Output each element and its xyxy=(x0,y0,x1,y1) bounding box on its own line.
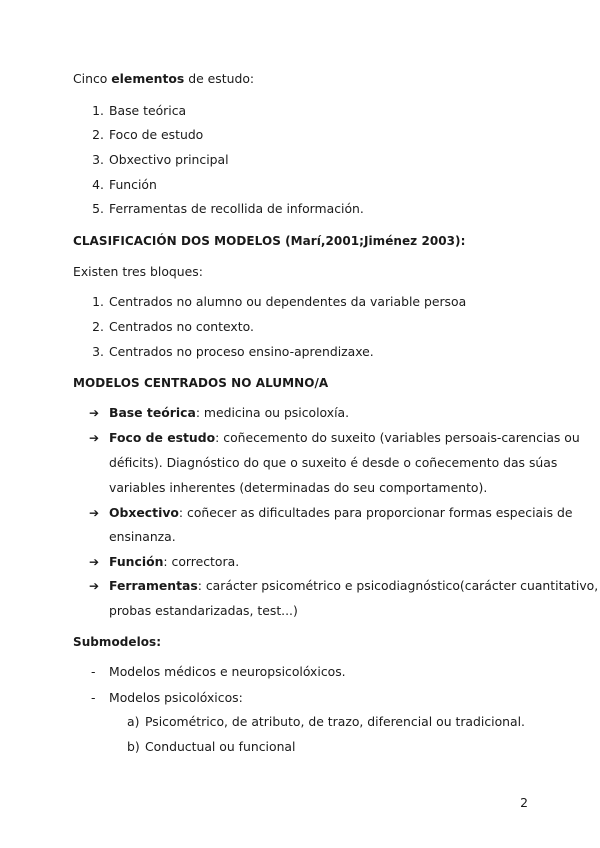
bullet-obxectivo-line: ensinanza. xyxy=(109,529,176,544)
intro-paragraph: Cinco elementos de estudo: xyxy=(73,71,255,86)
list-item: Centrados no proceso ensino-aprendizaxe. xyxy=(109,344,374,359)
dash-bullet: - xyxy=(91,664,96,679)
bullet-foco-line: Foco de estudo: coñecemento do suxeito (variables persoais-carencias ou xyxy=(109,430,580,445)
list-item: Centrados no alumno ou dependentes da variable persoa xyxy=(109,294,467,309)
list-number: 3. xyxy=(92,344,104,359)
bullet-obxectivo-line: Obxectivo: coñecer as dificultades para proporcionar formas especiais de xyxy=(109,505,573,520)
list-number: 1. xyxy=(92,103,104,118)
list-item: Modelos psicolóxicos: xyxy=(109,690,243,705)
bullet-base-teorica: Base teórica: medicina ou psicoloxía. xyxy=(109,405,350,420)
list-number: 3. xyxy=(92,152,104,167)
arrow-icon: ➔ xyxy=(89,431,100,445)
list-item: Función xyxy=(109,177,157,192)
list-item: Foco de estudo xyxy=(109,127,204,142)
bullet-funcion: Función: correctora. xyxy=(109,554,240,569)
list-number: 2. xyxy=(92,319,104,334)
intro-bold: elementos xyxy=(111,71,185,86)
bullet-foco-line: variables inherentes (determinadas do seu comportamento). xyxy=(109,480,488,495)
list-item: Centrados no contexto. xyxy=(109,319,254,334)
arrow-icon: ➔ xyxy=(89,579,100,593)
list-item: Psicométrico, de atributo, de trazo, diferencial ou tradicional. xyxy=(145,714,525,729)
student-models-heading: MODELOS CENTRADOS NO ALUMNO/A xyxy=(73,376,329,390)
list-number: 2. xyxy=(92,127,104,142)
list-number: 4. xyxy=(92,177,104,192)
list-number: 5. xyxy=(92,201,104,216)
blocks-intro: Existen tres bloques: xyxy=(73,264,203,279)
arrow-icon: ➔ xyxy=(89,406,100,420)
dash-bullet: - xyxy=(91,690,96,705)
list-number: 1. xyxy=(92,294,104,309)
classification-heading: CLASIFICACIÓN DOS MODELOS (Marí,2001;Jiménez 2003): xyxy=(73,234,466,248)
bullet-foco-line: déficits). Diagnóstico do que o suxeito é desde o coñecemento das súas xyxy=(109,455,558,470)
bullet-ferramentas-line: probas estandarizadas, test...) xyxy=(109,603,298,618)
list-item: Obxectivo principal xyxy=(109,152,229,167)
page-number: 2 xyxy=(520,795,528,810)
list-item: Conductual ou funcional xyxy=(145,739,296,754)
list-item: Ferramentas de recollida de información. xyxy=(109,201,364,216)
list-item: Base teórica xyxy=(109,103,187,118)
list-marker: b) xyxy=(127,739,140,754)
list-marker: a) xyxy=(127,714,140,729)
list-item: Modelos médicos e neuropsicolóxicos. xyxy=(109,664,346,679)
arrow-icon: ➔ xyxy=(89,506,100,520)
bullet-ferramentas-line: Ferramentas: carácter psicométrico e psicodiagnóstico(carácter cuantitativo, xyxy=(109,578,599,593)
arrow-icon: ➔ xyxy=(89,555,100,569)
submodels-heading: Submodelos: xyxy=(73,635,162,649)
